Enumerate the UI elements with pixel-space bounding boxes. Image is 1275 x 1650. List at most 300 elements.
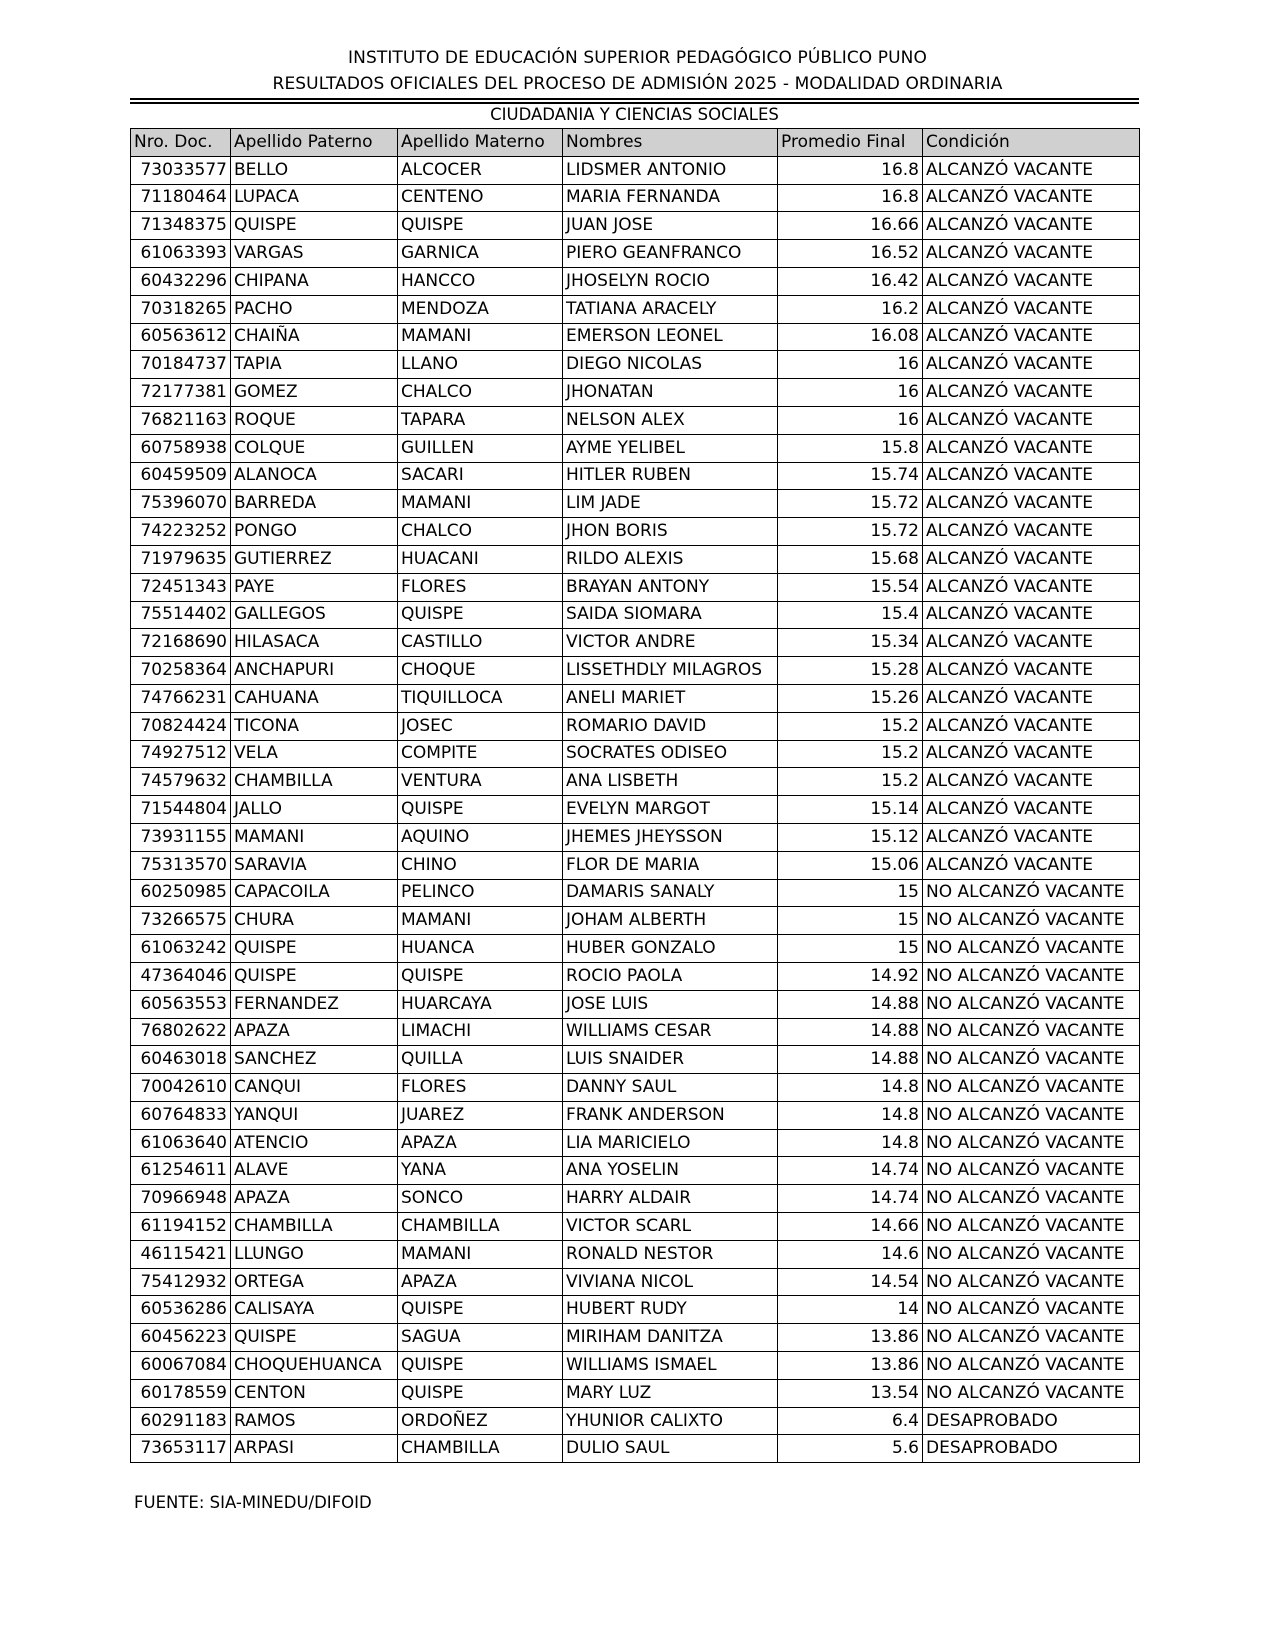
cell-condition: NO ALCANZÓ VACANTE [923, 1185, 1140, 1213]
cell-condition: NO ALCANZÓ VACANTE [923, 907, 1140, 935]
cell-names: LISSETHDLY MILAGROS [563, 657, 778, 685]
cell-average: 16.42 [778, 267, 923, 295]
cell-names: ROCIO PAOLA [563, 962, 778, 990]
cell-doc: 60250985 [131, 879, 231, 907]
cell-condition: NO ALCANZÓ VACANTE [923, 1296, 1140, 1324]
cell-condition: ALCANZÓ VACANTE [923, 212, 1140, 240]
cell-average: 15.2 [778, 768, 923, 796]
cell-average: 15.54 [778, 573, 923, 601]
cell-names: AYME YELIBEL [563, 434, 778, 462]
cell-doc: 73653117 [131, 1435, 231, 1463]
table-row [131, 629, 1140, 657]
cell-condition: ALCANZÓ VACANTE [923, 851, 1140, 879]
table-row [131, 379, 1140, 407]
cell-doc: 60291183 [131, 1407, 231, 1435]
cell-maternal: CENTENO [398, 184, 563, 212]
cell-average: 16 [778, 351, 923, 379]
cell-maternal: QUISPE [398, 212, 563, 240]
cell-maternal: SAGUA [398, 1324, 563, 1352]
cell-average: 15.72 [778, 518, 923, 546]
cell-maternal: CHOQUE [398, 657, 563, 685]
cell-condition: ALCANZÓ VACANTE [923, 295, 1140, 323]
header-divider-top [130, 98, 1139, 100]
results-table [130, 128, 1140, 1463]
cell-condition: ALCANZÓ VACANTE [923, 545, 1140, 573]
cell-names: EMERSON LEONEL [563, 323, 778, 351]
cell-doc: 72168690 [131, 629, 231, 657]
cell-maternal: FLORES [398, 573, 563, 601]
cell-maternal: AQUINO [398, 823, 563, 851]
table-row [131, 851, 1140, 879]
cell-doc: 71979635 [131, 545, 231, 573]
cell-paternal: CHOQUEHUANCA [231, 1352, 398, 1380]
cell-names: ANA YOSELIN [563, 1157, 778, 1185]
cell-maternal: MENDOZA [398, 295, 563, 323]
cell-condition: ALCANZÓ VACANTE [923, 768, 1140, 796]
cell-doc: 75514402 [131, 601, 231, 629]
cell-paternal: ALAVE [231, 1157, 398, 1185]
cell-condition: DESAPROBADO [923, 1435, 1140, 1463]
cell-names: JUAN JOSE [563, 212, 778, 240]
table-row [131, 601, 1140, 629]
cell-names: MARY LUZ [563, 1379, 778, 1407]
cell-maternal: QUILLA [398, 1046, 563, 1074]
table-row [131, 990, 1140, 1018]
cell-maternal: YANA [398, 1157, 563, 1185]
col-header-condition: Condición [923, 129, 1140, 157]
cell-paternal: TICONA [231, 712, 398, 740]
cell-condition: NO ALCANZÓ VACANTE [923, 1324, 1140, 1352]
cell-paternal: BARREDA [231, 490, 398, 518]
cell-maternal: ORDOÑEZ [398, 1407, 563, 1435]
cell-paternal: ORTEGA [231, 1268, 398, 1296]
cell-paternal: ARPASI [231, 1435, 398, 1463]
table-row [131, 962, 1140, 990]
cell-paternal: COLQUE [231, 434, 398, 462]
table-row [131, 267, 1140, 295]
cell-maternal: APAZA [398, 1268, 563, 1296]
cell-names: RONALD NESTOR [563, 1240, 778, 1268]
cell-average: 14.8 [778, 1101, 923, 1129]
cell-paternal: SANCHEZ [231, 1046, 398, 1074]
cell-average: 15 [778, 879, 923, 907]
cell-paternal: ALANOCA [231, 462, 398, 490]
cell-condition: ALCANZÓ VACANTE [923, 823, 1140, 851]
cell-paternal: CALISAYA [231, 1296, 398, 1324]
cell-maternal: MAMANI [398, 490, 563, 518]
cell-doc: 70042610 [131, 1074, 231, 1102]
table-row [131, 1213, 1140, 1241]
cell-average: 15.74 [778, 462, 923, 490]
cell-average: 13.86 [778, 1352, 923, 1380]
cell-average: 6.4 [778, 1407, 923, 1435]
cell-names: MARIA FERNANDA [563, 184, 778, 212]
cell-doc: 61254611 [131, 1157, 231, 1185]
table-row [131, 796, 1140, 824]
cell-names: JHOSELYN ROCIO [563, 267, 778, 295]
cell-paternal: GOMEZ [231, 379, 398, 407]
cell-names: JHONATAN [563, 379, 778, 407]
cell-paternal: VARGAS [231, 240, 398, 268]
cell-paternal: SARAVIA [231, 851, 398, 879]
cell-average: 15.8 [778, 434, 923, 462]
cell-names: HITLER RUBEN [563, 462, 778, 490]
cell-maternal: QUISPE [398, 1296, 563, 1324]
table-row [131, 212, 1140, 240]
cell-paternal: ANCHAPURI [231, 657, 398, 685]
cell-average: 15.06 [778, 851, 923, 879]
cell-average: 15.34 [778, 629, 923, 657]
cell-average: 13.54 [778, 1379, 923, 1407]
table-row [131, 462, 1140, 490]
cell-average: 15.26 [778, 684, 923, 712]
institution-title: INSTITUTO DE EDUCACIÓN SUPERIOR PEDAGÓGICO PÚBLICO PUNO [348, 48, 927, 68]
cell-condition: NO ALCANZÓ VACANTE [923, 879, 1140, 907]
cell-paternal: QUISPE [231, 212, 398, 240]
cell-maternal: APAZA [398, 1129, 563, 1157]
cell-maternal: JUAREZ [398, 1101, 563, 1129]
cell-paternal: LLUNGO [231, 1240, 398, 1268]
cell-paternal: TAPIA [231, 351, 398, 379]
table-row [131, 768, 1140, 796]
cell-doc: 60067084 [131, 1352, 231, 1380]
cell-maternal: CHAMBILLA [398, 1435, 563, 1463]
cell-doc: 60536286 [131, 1296, 231, 1324]
cell-names: JOHAM ALBERTH [563, 907, 778, 935]
col-header-average: Promedio Final [778, 129, 923, 157]
cell-doc: 70184737 [131, 351, 231, 379]
table-row [131, 406, 1140, 434]
table-row [131, 1157, 1140, 1185]
cell-average: 16 [778, 379, 923, 407]
cell-names: VIVIANA NICOL [563, 1268, 778, 1296]
cell-names: RILDO ALEXIS [563, 545, 778, 573]
results-subtitle: RESULTADOS OFICIALES DEL PROCESO DE ADMISIÓN 2025 - MODALIDAD ORDINARIA [272, 74, 1003, 94]
cell-doc: 70966948 [131, 1185, 231, 1213]
cell-names: PIERO GEANFRANCO [563, 240, 778, 268]
table-row [131, 1240, 1140, 1268]
cell-doc: 46115421 [131, 1240, 231, 1268]
cell-condition: ALCANZÓ VACANTE [923, 351, 1140, 379]
cell-names: DIEGO NICOLAS [563, 351, 778, 379]
cell-paternal: YANQUI [231, 1101, 398, 1129]
cell-average: 16.08 [778, 323, 923, 351]
cell-condition: ALCANZÓ VACANTE [923, 518, 1140, 546]
cell-paternal: CHAMBILLA [231, 768, 398, 796]
cell-names: DULIO SAUL [563, 1435, 778, 1463]
col-header-paternal: Apellido Paterno [231, 129, 398, 157]
cell-average: 14.74 [778, 1157, 923, 1185]
cell-maternal: HUACANI [398, 545, 563, 573]
cell-average: 15 [778, 935, 923, 963]
cell-average: 15 [778, 907, 923, 935]
table-row [131, 740, 1140, 768]
cell-paternal: ROQUE [231, 406, 398, 434]
cell-names: DAMARIS SANALY [563, 879, 778, 907]
cell-doc: 60764833 [131, 1101, 231, 1129]
table-row [131, 879, 1140, 907]
table-row [131, 573, 1140, 601]
cell-paternal: FERNANDEZ [231, 990, 398, 1018]
cell-paternal: VELA [231, 740, 398, 768]
cell-names: LIM JADE [563, 490, 778, 518]
cell-doc: 71544804 [131, 796, 231, 824]
cell-condition: ALCANZÓ VACANTE [923, 740, 1140, 768]
cell-maternal: QUISPE [398, 796, 563, 824]
table-row [131, 184, 1140, 212]
cell-condition: NO ALCANZÓ VACANTE [923, 1074, 1140, 1102]
cell-condition: ALCANZÓ VACANTE [923, 573, 1140, 601]
cell-maternal: JOSEC [398, 712, 563, 740]
cell-paternal: APAZA [231, 1185, 398, 1213]
cell-paternal: CANQUI [231, 1074, 398, 1102]
cell-doc: 60459509 [131, 462, 231, 490]
table-row [131, 1074, 1140, 1102]
cell-condition: ALCANZÓ VACANTE [923, 684, 1140, 712]
cell-average: 15.14 [778, 796, 923, 824]
cell-condition: ALCANZÓ VACANTE [923, 601, 1140, 629]
cell-condition: NO ALCANZÓ VACANTE [923, 1268, 1140, 1296]
cell-average: 16.2 [778, 295, 923, 323]
cell-doc: 70258364 [131, 657, 231, 685]
table-row [131, 295, 1140, 323]
cell-maternal: CASTILLO [398, 629, 563, 657]
cell-names: VICTOR ANDRE [563, 629, 778, 657]
table-row [131, 1352, 1140, 1380]
cell-maternal: HUANCA [398, 935, 563, 963]
cell-average: 15.28 [778, 657, 923, 685]
table-row [131, 1185, 1140, 1213]
table-row [131, 684, 1140, 712]
table-row [131, 1018, 1140, 1046]
cell-condition: NO ALCANZÓ VACANTE [923, 962, 1140, 990]
table-row [131, 907, 1140, 935]
cell-names: JOSE LUIS [563, 990, 778, 1018]
cell-names: HUBERT RUDY [563, 1296, 778, 1324]
table-row [131, 545, 1140, 573]
cell-names: SOCRATES ODISEO [563, 740, 778, 768]
cell-paternal: CAHUANA [231, 684, 398, 712]
cell-names: FRANK ANDERSON [563, 1101, 778, 1129]
cell-maternal: TIQUILLOCA [398, 684, 563, 712]
table-row [131, 1129, 1140, 1157]
cell-names: YHUNIOR CALIXTO [563, 1407, 778, 1435]
cell-doc: 73033577 [131, 156, 231, 184]
cell-maternal: QUISPE [398, 1379, 563, 1407]
cell-condition: ALCANZÓ VACANTE [923, 323, 1140, 351]
cell-maternal: MAMANI [398, 907, 563, 935]
table-row [131, 712, 1140, 740]
cell-doc: 74766231 [131, 684, 231, 712]
cell-condition: ALCANZÓ VACANTE [923, 629, 1140, 657]
cell-paternal: ATENCIO [231, 1129, 398, 1157]
cell-doc: 60563612 [131, 323, 231, 351]
cell-maternal: SONCO [398, 1185, 563, 1213]
cell-paternal: PAYE [231, 573, 398, 601]
cell-maternal: HANCCO [398, 267, 563, 295]
cell-condition: NO ALCANZÓ VACANTE [923, 1018, 1140, 1046]
cell-doc: 70824424 [131, 712, 231, 740]
cell-doc: 60456223 [131, 1324, 231, 1352]
table-header-row [131, 129, 1140, 157]
cell-doc: 61063393 [131, 240, 231, 268]
table-row [131, 1435, 1140, 1463]
cell-doc: 76802622 [131, 1018, 231, 1046]
cell-names: HUBER GONZALO [563, 935, 778, 963]
cell-maternal: FLORES [398, 1074, 563, 1102]
cell-doc: 74579632 [131, 768, 231, 796]
cell-condition: NO ALCANZÓ VACANTE [923, 1213, 1140, 1241]
cell-paternal: CHAMBILLA [231, 1213, 398, 1241]
cell-paternal: APAZA [231, 1018, 398, 1046]
table-row [131, 240, 1140, 268]
cell-paternal: GALLEGOS [231, 601, 398, 629]
table-row [131, 351, 1140, 379]
cell-average: 14.88 [778, 1018, 923, 1046]
table-row [131, 1101, 1140, 1129]
cell-paternal: PACHO [231, 295, 398, 323]
cell-condition: ALCANZÓ VACANTE [923, 657, 1140, 685]
col-header-names: Nombres [563, 129, 778, 157]
cell-condition: ALCANZÓ VACANTE [923, 184, 1140, 212]
cell-condition: NO ALCANZÓ VACANTE [923, 1157, 1140, 1185]
cell-paternal: CENTON [231, 1379, 398, 1407]
table-row [131, 434, 1140, 462]
cell-average: 16.8 [778, 184, 923, 212]
table-row [131, 1379, 1140, 1407]
cell-paternal: BELLO [231, 156, 398, 184]
cell-maternal: VENTURA [398, 768, 563, 796]
cell-paternal: RAMOS [231, 1407, 398, 1435]
cell-average: 16.66 [778, 212, 923, 240]
cell-average: 15.72 [778, 490, 923, 518]
cell-paternal: LUPACA [231, 184, 398, 212]
cell-paternal: PONGO [231, 518, 398, 546]
cell-paternal: HILASACA [231, 629, 398, 657]
cell-names: ANELI MARIET [563, 684, 778, 712]
cell-average: 15.12 [778, 823, 923, 851]
cell-maternal: CHALCO [398, 518, 563, 546]
cell-doc: 70318265 [131, 295, 231, 323]
cell-condition: NO ALCANZÓ VACANTE [923, 1046, 1140, 1074]
table-row [131, 823, 1140, 851]
cell-condition: ALCANZÓ VACANTE [923, 156, 1140, 184]
cell-condition: ALCANZÓ VACANTE [923, 406, 1140, 434]
cell-paternal: GUTIERREZ [231, 545, 398, 573]
cell-doc: 72177381 [131, 379, 231, 407]
cell-maternal: QUISPE [398, 962, 563, 990]
cell-average: 16.52 [778, 240, 923, 268]
cell-average: 15.2 [778, 740, 923, 768]
cell-maternal: SACARI [398, 462, 563, 490]
cell-doc: 61063640 [131, 1129, 231, 1157]
cell-doc: 71180464 [131, 184, 231, 212]
cell-doc: 75396070 [131, 490, 231, 518]
cell-maternal: QUISPE [398, 1352, 563, 1380]
cell-condition: NO ALCANZÓ VACANTE [923, 1379, 1140, 1407]
cell-names: SAIDA SIOMARA [563, 601, 778, 629]
cell-names: ANA LISBETH [563, 768, 778, 796]
table-row [131, 935, 1140, 963]
cell-names: ROMARIO DAVID [563, 712, 778, 740]
cell-maternal: CHALCO [398, 379, 563, 407]
table-row [131, 1407, 1140, 1435]
cell-average: 15.2 [778, 712, 923, 740]
cell-names: LUIS SNAIDER [563, 1046, 778, 1074]
cell-maternal: ALCOCER [398, 156, 563, 184]
cell-maternal: LLANO [398, 351, 563, 379]
cell-maternal: COMPITE [398, 740, 563, 768]
cell-names: LIDSMER ANTONIO [563, 156, 778, 184]
cell-names: JHON BORIS [563, 518, 778, 546]
cell-maternal: GARNICA [398, 240, 563, 268]
cell-doc: 60178559 [131, 1379, 231, 1407]
cell-doc: 75313570 [131, 851, 231, 879]
col-header-doc: Nro. Doc. [131, 129, 231, 157]
cell-condition: NO ALCANZÓ VACANTE [923, 1129, 1140, 1157]
cell-names: HARRY ALDAIR [563, 1185, 778, 1213]
cell-condition: ALCANZÓ VACANTE [923, 379, 1140, 407]
cell-paternal: MAMANI [231, 823, 398, 851]
cell-names: NELSON ALEX [563, 406, 778, 434]
cell-average: 5.6 [778, 1435, 923, 1463]
table-row [131, 518, 1140, 546]
cell-doc: 73931155 [131, 823, 231, 851]
cell-maternal: LIMACHI [398, 1018, 563, 1046]
cell-doc: 74223252 [131, 518, 231, 546]
cell-paternal: JALLO [231, 796, 398, 824]
cell-doc: 61194152 [131, 1213, 231, 1241]
cell-condition: ALCANZÓ VACANTE [923, 434, 1140, 462]
cell-names: WILLIAMS ISMAEL [563, 1352, 778, 1380]
cell-names: MIRIHAM DANITZA [563, 1324, 778, 1352]
cell-names: TATIANA ARACELY [563, 295, 778, 323]
cell-average: 14.92 [778, 962, 923, 990]
cell-condition: NO ALCANZÓ VACANTE [923, 935, 1140, 963]
cell-average: 13.86 [778, 1324, 923, 1352]
cell-maternal: GUILLEN [398, 434, 563, 462]
table-row [131, 490, 1140, 518]
table-row [131, 1046, 1140, 1074]
cell-names: JHEMES JHEYSSON [563, 823, 778, 851]
cell-names: WILLIAMS CESAR [563, 1018, 778, 1046]
cell-condition: NO ALCANZÓ VACANTE [923, 1101, 1140, 1129]
cell-condition: NO ALCANZÓ VACANTE [923, 990, 1140, 1018]
cell-maternal: MAMANI [398, 1240, 563, 1268]
table-row [131, 1268, 1140, 1296]
cell-average: 15.68 [778, 545, 923, 573]
cell-names: DANNY SAUL [563, 1074, 778, 1102]
cell-names: LIA MARICIELO [563, 1129, 778, 1157]
cell-paternal: CHIPANA [231, 267, 398, 295]
cell-paternal: QUISPE [231, 1324, 398, 1352]
cell-maternal: MAMANI [398, 323, 563, 351]
cell-doc: 71348375 [131, 212, 231, 240]
cell-paternal: QUISPE [231, 935, 398, 963]
cell-doc: 60563553 [131, 990, 231, 1018]
cell-names: FLOR DE MARIA [563, 851, 778, 879]
cell-doc: 60758938 [131, 434, 231, 462]
cell-paternal: CAPACOILA [231, 879, 398, 907]
table-row [131, 1296, 1140, 1324]
section-title: CIUDADANIA Y CIENCIAS SOCIALES [490, 105, 779, 124]
cell-condition: DESAPROBADO [923, 1407, 1140, 1435]
cell-average: 14.6 [778, 1240, 923, 1268]
cell-doc: 61063242 [131, 935, 231, 963]
cell-condition: ALCANZÓ VACANTE [923, 490, 1140, 518]
cell-paternal: CHURA [231, 907, 398, 935]
cell-names: VICTOR SCARL [563, 1213, 778, 1241]
